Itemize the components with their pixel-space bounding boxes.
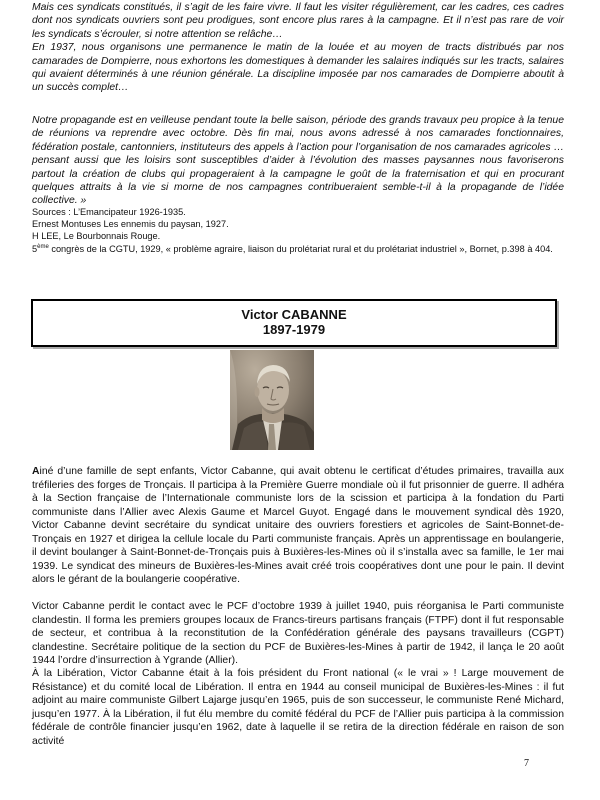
biography-paragraph-1-text [32,465,564,587]
source-line-4-superscript: ème [37,243,49,250]
source-line-4 [32,243,572,255]
person-name: Victor CABANNE [241,307,347,322]
page-number: 7 [524,758,529,769]
biography-paragraph-2 [32,600,564,668]
quote-paragraph-2: En 1937, nous organisons une permanence le matin de la louée et au moyen de tracts distribués par nos camarades de Dompierre, nous exhortons les domestiques à demander les salaires indiqués sur les tracts, salaires qui avaient déterminés à une réunion générale. La discipline imposée par nos camarades de Dompierre aboutit à un succès complet… [32,42,564,94]
paragraph-1-body: iné d’une famille de sept enfants, Victor Cabanne, qui avait obtenu le certificat d’études primaires, travailla aux tréfileries des forges de Tronçais. Il participa à la Première Guerre mondiale où il fut prisonnier de guerre. Il adhéra à la Section française de l’Internationale communiste lors de la scission et participa à la fondation du Parti communiste dans l’Allier avec Alexis Gaume et Marcel Guyot. Engagé dans le mouvement syndical dès 1920, Victor Cabanne devint secrétaire du syndicat unitaire des ouvriers forestiers et agricoles de Saint-Bonnet-de-Tronçais en 1927 et dirigea la cellule locale du Parti communiste français. Après un apprentissage en boulangerie, il devint boulanger à Saint-Bonnet-de-Tronçais puis à Buxières-les-Mines où il s’installa avec sa famille, le 1er mai 1939. Le syndicat des mineurs de Buxières-les-Mines avait créé trois coopératives dont une pour le pain. Il devint alors le gérant de la boulangerie coopérative. [32,466,564,585]
paragraph-initial: A [32,466,40,477]
portrait-photo [230,350,314,450]
portrait-illustration [230,350,314,450]
source-line-2: Ernest Montuses Les ennemis du paysan, 1927. [32,219,229,230]
biography-paragraph-3-text: À la Libération, Victor Cabanne était à la fois président du Front national (« le vrai » ! Large mouvement de Résistance) et du comité local de Libération. Il entra en 1944 au conseil municipal de Buxières-les-Mines : il fut adjoint au maire communiste Gilbert Lajarge jusqu’en 1965, puis de son successeur, le communiste René Michard, jusqu’en 1977. À la Libération, il fut élu membre du comité fédéral du PCF de l’Allier puis participa à la commission fédérale de contrôle financier jusqu’en 1962, date à laquelle il se retira de la direction fédérale en raison de son activité [32,668,564,747]
sources-list [32,206,572,255]
quote-section-2 [32,114,564,208]
biography-paragraph-3 [32,667,564,748]
person-dates: 1897-1979 [262,322,326,337]
biography-paragraph-1 [32,465,564,587]
biography-title-box [31,299,557,347]
quote-section-1 [32,1,564,95]
source-line-3: H LEE, Le Bourbonnais Rouge. [32,231,161,242]
biography-paragraph-2-text: Victor Cabanne perdit le contact avec le PCF d’octobre 1939 à juillet 1940, puis réorganisa le Parti communiste clandestin. Il forma les premiers groupes locaux de Francs-tireurs partisans français (FTPF) dont il fut responsable de secteur, et contribua à la reconstitution de la Confédération générale des paysans travailleurs (CGPT) clandestine. Secrétaire politique de la section du PCF de Buxières-les-Mines à partir de 1942, il lança le 20 août 1944 l’ordre d’insurrection à Ygrande (Allier). [32,601,564,666]
source-line-4-text: congrès de la CGTU, 1929, « problème agraire, liaison du prolétariat rural et du prolétariat industriel », Bornet, p.398 à 404. [48,243,553,254]
source-line-4-number: 5 [32,243,38,254]
quote-paragraph-1: Mais ces syndicats constitués, il s’agit de les faire vivre. Il faut les visiter régulièrement, car les cadres, ces cadres dont nos syndicats ouvriers sont peu prodigues, sont encore plus rares à la campagne. Et il n’est pas rare de voir les syndicats s’écrouler, si notre attention se relâche… [32,2,564,40]
quote-paragraph-3: Notre propagande est en veilleuse pendant toute la belle saison, période des grands travaux peu propice à la tenue de réunions va reprendre avec octobre. Dès fin mai, nous avons adressé à nos camarades fonctionnaires, fédération postale, cantonniers, instituteurs des appels à l’action pour l’organisation de nos camarades agricoles … pensant aussi que les loisirs sont susceptibles d’aider à l’évolution des masses paysannes nous favoriserons partout la création de clubs qui propageraient à la campagne le goût de la fraternisation et qui en procurant quelques attraits à la vie si morne de nos campagnes contribueraient semble-t-il à la propagande de l’idée collective. » [32,115,564,207]
source-line-1: Sources : L’Emancipateur 1926-1935. [32,207,186,217]
